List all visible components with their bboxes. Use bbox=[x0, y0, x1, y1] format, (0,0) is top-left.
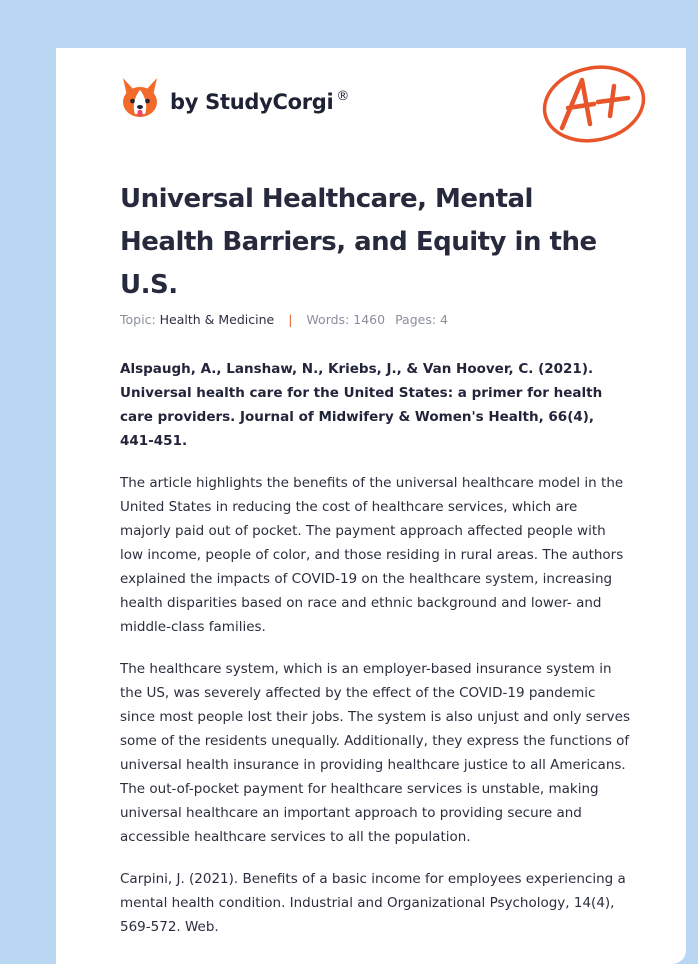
header bbox=[120, 74, 650, 134]
meta-separator: | bbox=[288, 312, 293, 327]
studycorgi-logo[interactable] bbox=[120, 76, 349, 120]
reference-citation: Alspaugh, A., Lanshaw, N., Kriebs, J., & Van Hoover, C. (2021). Universal health care for the United States: a primer for health care providers. Journal of Midwifery & Women's Health, 66(4), 441-451. bbox=[120, 361, 603, 449]
page-title: Universal Healthcare, Mental Health Barriers, and Equity in the U.S. bbox=[120, 184, 597, 300]
body-paragraph: The article highlights the benefits of the universal healthcare model in the United States in reducing the cost of healthcare services, which are majorly paid out of pocket. The payment approach affected people with low income, people of color, and those residing in rural areas. The authors explained the impacts of COVID-19 on the healthcare system, increasing health disparities based on race and ethnic background and lower- and middle-class families. bbox=[120, 475, 624, 635]
body-paragraph: The healthcare system, which is an employer-based insurance system in the US, was severely affected by the effect of the COVID-19 pandemic since most people lost their jobs. The system is also unjust and only serves some of the residents unequally. Additionally, they express the functions of universal health insurance in providing healthcare justice to all Americans. The out-of-pocket payment for healthcare services is unstable, making universal healthcare an important approach to providing secure and accessible healthcare services to all the population. bbox=[120, 661, 630, 845]
page-count: 4 bbox=[440, 312, 448, 327]
reference-citation-plain: Carpini, J. (2021). Benefits of a basic income for employees experiencing a mental health condition. Industrial and Organizational Psychology, 14(4), 569-572. Web. bbox=[120, 871, 626, 935]
a-plus-icon bbox=[538, 62, 650, 146]
corgi-icon bbox=[120, 76, 160, 120]
words-label: Words: bbox=[306, 312, 350, 327]
topic-link[interactable]: Health & Medicine bbox=[159, 312, 275, 327]
pages-label: Pages: bbox=[395, 312, 437, 327]
a-plus-grade-badge bbox=[538, 62, 650, 150]
topic-label: Topic: bbox=[120, 312, 156, 327]
document-page bbox=[56, 48, 686, 964]
document-body bbox=[120, 357, 632, 957]
word-count: 1460 bbox=[353, 312, 386, 327]
document-meta bbox=[120, 312, 448, 327]
brand-name: by StudyCorgi ® bbox=[170, 89, 350, 114]
